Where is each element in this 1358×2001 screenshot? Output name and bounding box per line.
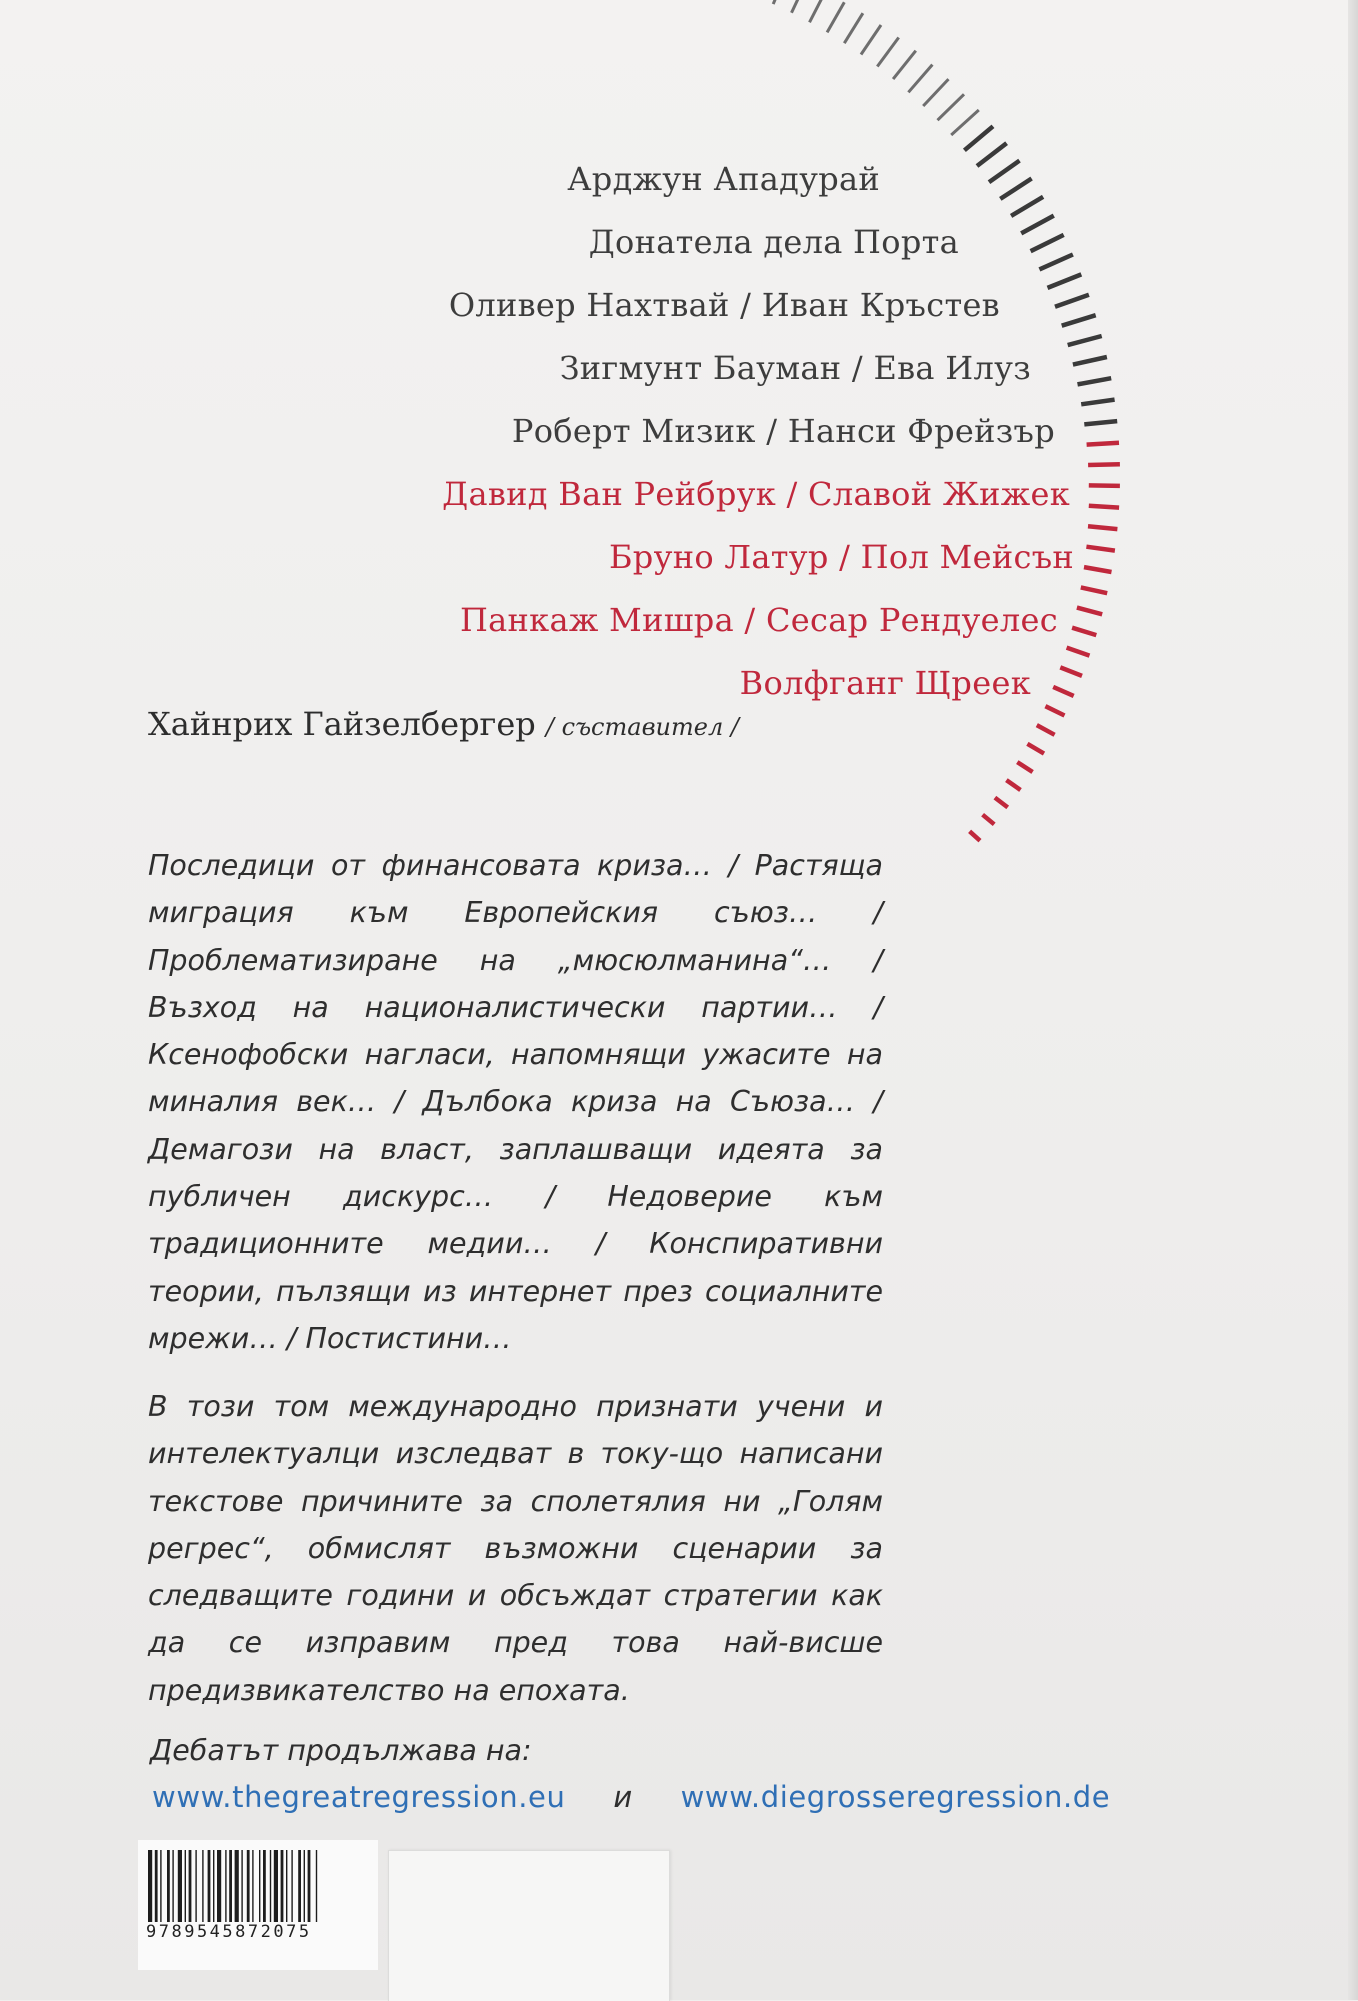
arc-tick xyxy=(1088,464,1120,465)
website-links xyxy=(152,1780,1110,1814)
arc-tick xyxy=(970,831,980,840)
arc-tick xyxy=(1045,706,1064,715)
author-line-3: Оливер Нахтвай / Иван Кръстев xyxy=(448,286,1000,324)
barcode-bar xyxy=(229,1850,232,1922)
barcode-bar xyxy=(167,1850,170,1922)
arc-tick xyxy=(810,0,826,22)
arc-tick xyxy=(1087,443,1119,445)
barcode-bar xyxy=(208,1850,211,1922)
debate-label: Дебатът продължава на: xyxy=(150,1734,532,1767)
barcode-bar xyxy=(225,1850,226,1922)
barcode-bar xyxy=(202,1850,203,1922)
arc-tick xyxy=(1053,687,1074,696)
arc-tick xyxy=(1081,400,1114,405)
barcode-bar xyxy=(172,1850,173,1922)
isbn-barcode xyxy=(138,1840,378,1970)
barcode-bar xyxy=(148,1850,152,1922)
arc-tick xyxy=(1031,235,1064,251)
arc-tick xyxy=(1017,762,1032,772)
isbn-number: 9789545872075 xyxy=(146,1922,312,1942)
barcode-bar xyxy=(213,1850,214,1922)
barcode-bar xyxy=(189,1850,192,1922)
barcode-bar xyxy=(291,1850,292,1922)
summary-paragraph: В този том международно признати учени и интелектуалци изследват в току-що написани текстове причините за сполетялия ни „Голям регрес“, обмислят възможни сценарии за следващите години и обсъждат стратегии как да се изправим пред това най-висше предизвикателство на епохата. xyxy=(148,1390,883,1707)
author-line-2: Донатела дела Порта xyxy=(588,223,959,261)
arc-tick xyxy=(964,126,993,150)
blank-sticker-label xyxy=(388,1850,670,2001)
arc-tick xyxy=(1081,587,1107,593)
barcode-bar xyxy=(155,1850,158,1922)
arc-tick xyxy=(951,110,979,135)
arc-tick xyxy=(861,25,881,55)
arc-tick xyxy=(1006,780,1020,790)
arc-tick xyxy=(1000,179,1031,199)
arc-tick xyxy=(938,94,965,120)
link-conjunction: и xyxy=(613,1780,633,1814)
arc-tick xyxy=(1072,628,1096,635)
arc-tick xyxy=(908,65,932,93)
link-thegreatregression[interactable]: www.thegreatregression.eu xyxy=(152,1780,566,1814)
link-diegrosseregression[interactable]: www.diegrosseregression.de xyxy=(680,1780,1111,1814)
arc-tick xyxy=(893,51,916,79)
author-line-5: Роберт Мизик / Нанси Фрейзър xyxy=(511,412,1055,450)
arc-tick xyxy=(1077,608,1102,615)
arc-tick xyxy=(1068,336,1102,345)
barcode-bar xyxy=(270,1850,271,1922)
arc-tick xyxy=(1039,255,1073,270)
arc-tick xyxy=(983,815,995,825)
arc-tick xyxy=(1062,315,1096,326)
barcode-bar xyxy=(298,1850,301,1922)
author-line-1: Арджун Ападурай xyxy=(567,160,880,198)
arc-tick xyxy=(1060,667,1082,676)
barcode-bar xyxy=(235,1850,239,1922)
barcode-bar xyxy=(304,1850,305,1922)
arc-tick xyxy=(1021,216,1054,234)
barcode-bar xyxy=(217,1850,221,1922)
barcode-bar xyxy=(308,1850,311,1922)
author-line-9: Волфганг Щреек xyxy=(739,664,1031,702)
barcode-bar xyxy=(263,1850,266,1922)
arc-tick xyxy=(1073,357,1107,365)
arc-tick xyxy=(1088,526,1117,529)
barcode-bars xyxy=(146,1850,371,1922)
arc-tick xyxy=(923,79,948,106)
arc-tick xyxy=(1067,648,1090,656)
arc-tick xyxy=(1048,274,1082,288)
arc-tick xyxy=(877,38,898,67)
barcode-bar xyxy=(247,1850,250,1922)
arc-tick xyxy=(1089,506,1119,508)
issues-paragraph: Последици от финансовата криза… / Растяща миграция към Европейския съюз… / Проблематизиране на „мюсюлманина“… / Възход на националистически партии… / Ксенофобски нагласи, напомнящи ужасите на миналия век… / Дълбока криза на Съюза… / Демагози на власт, заплашващи идеята за публичен дискурс… / Недоверие към традиционните медии… / Конспиративни теории, пълзящи из интернет през социалните мрежи… / Постистини… xyxy=(148,849,883,1355)
author-line-8: Панкаж Мишра / Сесар Рендуелес xyxy=(459,601,1058,639)
arc-tick xyxy=(1037,725,1055,735)
arc-tick xyxy=(1027,744,1044,754)
barcode-bar xyxy=(316,1850,317,1922)
author-line-4: Зигмунт Бауман / Ева Илуз xyxy=(559,349,1031,387)
barcode-bar xyxy=(274,1850,278,1922)
arc-tick xyxy=(1078,378,1112,384)
barcode-bar xyxy=(195,1850,196,1922)
arc-tick xyxy=(1084,567,1112,572)
arc-tick xyxy=(1011,197,1043,216)
arc-tick xyxy=(989,161,1020,183)
barcode-bar xyxy=(241,1850,242,1922)
author-line-6: Давид Ван Рейбрук / Славой Жижек xyxy=(442,475,1070,513)
arc-tick xyxy=(1084,421,1117,424)
author-line-7: Бруно Латур / Пол Мейсън xyxy=(608,538,1074,576)
barcode-bar xyxy=(286,1850,287,1922)
arc-tick xyxy=(1089,485,1120,486)
arc-tick xyxy=(773,0,786,4)
barcode-bar xyxy=(160,1850,161,1922)
compiler-credit xyxy=(148,705,739,743)
barcode-bar xyxy=(259,1850,260,1922)
arc-tick xyxy=(977,143,1007,166)
barcode-bar xyxy=(281,1850,284,1922)
arc-tick xyxy=(1086,547,1115,551)
barcode-bar xyxy=(185,1850,186,1922)
barcode-bar xyxy=(252,1850,253,1922)
arc-tick xyxy=(995,798,1008,808)
arc-tick xyxy=(844,13,863,43)
arc-tick xyxy=(827,2,844,32)
compiler-name: Хайнрих Гайзелбергер xyxy=(148,705,536,743)
barcode-bar xyxy=(178,1850,182,1922)
barcode-area xyxy=(138,1840,668,2000)
compiler-role: / съставител / xyxy=(545,713,739,741)
arc-tick xyxy=(1055,295,1089,307)
arc-tick xyxy=(792,0,806,13)
